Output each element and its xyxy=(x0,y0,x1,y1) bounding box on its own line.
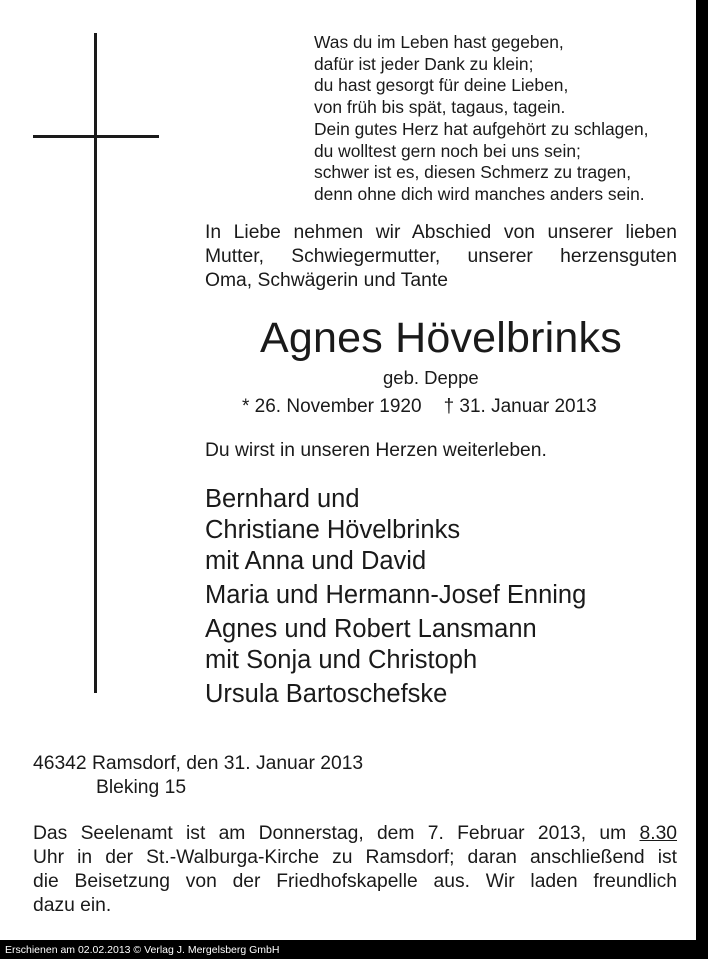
birth-name: geb. Deppe xyxy=(383,367,479,388)
mourner-group xyxy=(205,614,586,676)
intro-line: In Liebe nehmen wir Abschied von unserer lieben xyxy=(205,222,677,243)
poem xyxy=(314,32,684,206)
intro-line: Mutter, Schwiegermutter, unserer herzensguten xyxy=(205,246,677,267)
birth-date: * 26. November 1920 xyxy=(242,396,422,417)
intro-text xyxy=(205,221,677,293)
poem-line: dafür ist jeder Dank zu klein; xyxy=(314,53,534,74)
poem-line: Dein gutes Herz hat aufgehört zu schlagen, xyxy=(314,118,649,139)
poem-line: Was du im Leben hast gegeben, xyxy=(314,32,564,52)
cross-icon-bar xyxy=(33,135,159,138)
service-line: dazu ein. xyxy=(33,895,112,916)
life-dates xyxy=(242,395,597,419)
mourner-line: Maria und Hermann-Josef Enning xyxy=(205,581,587,609)
publisher-footer: Erschienen am 02.02.2013 © Verlag J. Mergelsberg GmbH xyxy=(5,944,280,956)
poem-line: denn ohne dich wird manches anders sein. xyxy=(314,183,645,204)
mourner-group xyxy=(205,580,586,611)
death-date: † 31. Januar 2013 xyxy=(443,396,597,417)
intro-line: Oma, Schwägerin und Tante xyxy=(205,270,448,291)
deceased-name: Agnes Hövelbrinks xyxy=(260,314,622,362)
address-block xyxy=(33,752,363,800)
mourner-group xyxy=(205,484,586,577)
service-line: die Beisetzung von der Friedhofskapelle aus. Wir laden freundlich xyxy=(33,871,677,892)
service-line: Uhr in der St.-Walburga-Kirche zu Ramsdorf; daran anschließend ist xyxy=(33,847,677,868)
poem-line: schwer ist es, diesen Schmerz zu tragen, xyxy=(314,162,632,183)
service-text: Das Seelenamt ist am Donnerstag, dem 7. Februar 2013, um xyxy=(33,823,627,844)
mourners-list xyxy=(205,484,586,713)
mourner-line: mit Sonja und Christoph xyxy=(205,646,478,674)
poem-line: du wolltest gern noch bei uns sein; xyxy=(314,140,581,161)
place-date: 46342 Ramsdorf, den 31. Januar 2013 xyxy=(33,753,364,774)
mourner-line: mit Anna und David xyxy=(205,547,427,575)
service-notice xyxy=(33,822,677,918)
mourner-line: Agnes und Robert Lansmann xyxy=(205,615,537,643)
poem-line: von früh bis spät, tagaus, tagein. xyxy=(314,97,566,118)
farewell-line: Du wirst in unseren Herzen weiterleben. xyxy=(205,440,547,461)
mourner-group xyxy=(205,679,586,710)
poem-line: du hast gesorgt für deine Lieben, xyxy=(314,75,569,96)
street: Bleking 15 xyxy=(96,777,187,798)
service-line xyxy=(33,822,677,846)
mourner-line: Bernhard und xyxy=(205,485,360,513)
mourner-line: Ursula Bartoschefske xyxy=(205,680,448,708)
mourner-line: Christiane Hövelbrinks xyxy=(205,516,461,544)
service-time: 8.30 xyxy=(639,823,678,844)
